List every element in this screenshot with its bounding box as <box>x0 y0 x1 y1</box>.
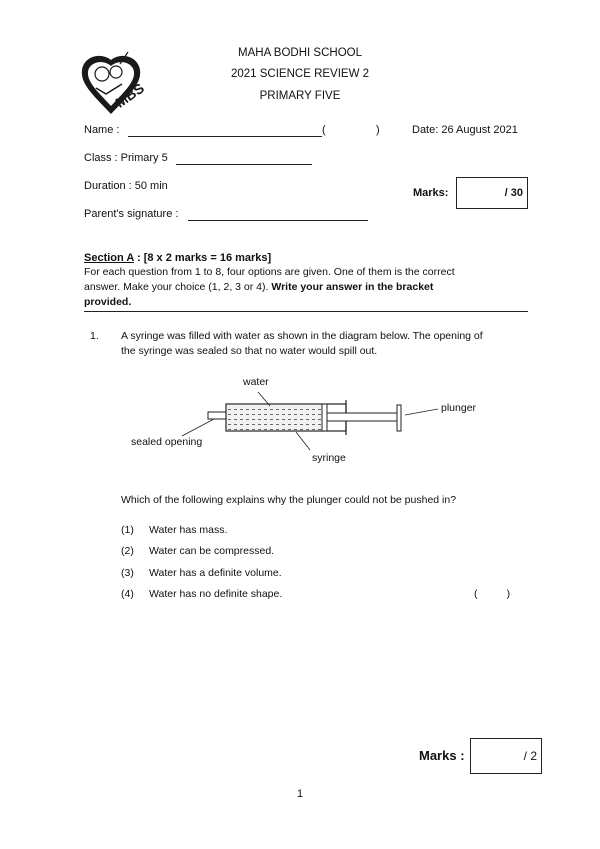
marks-question-value: / 2 <box>523 749 537 763</box>
option-2-text: Water can be compressed. <box>149 545 275 557</box>
sealed-tip <box>208 412 226 419</box>
section-instructions-text: answer. Make your choice (1, 2, 3 or 4). <box>84 281 269 293</box>
marks-total-label: Marks: <box>413 187 449 199</box>
school-name: MAHA BODHI SCHOOL <box>238 47 362 59</box>
syringe-diagram-svg <box>120 372 500 472</box>
label-water: water <box>243 376 269 388</box>
plunger-end <box>397 405 401 431</box>
section-title <box>84 252 271 264</box>
answer-bracket[interactable]: ( ) <box>474 588 511 600</box>
name-paren-close: ) <box>376 124 380 136</box>
option-4-text: Water has no definite shape. <box>149 588 283 600</box>
section-instructions-bold2: provided. <box>84 296 132 308</box>
section-title-marks: : [8 x 2 marks = 16 marks] <box>136 252 272 264</box>
question-text-line2: the syringe was sealed so that no water would spill out. <box>121 345 378 357</box>
option-4-number: (4) <box>121 588 134 600</box>
logo-text: MBS <box>112 79 146 111</box>
marks-total-box[interactable] <box>456 177 528 209</box>
page-number: 1 <box>296 788 304 800</box>
parent-signature-field[interactable] <box>188 220 368 221</box>
option-1-number: (1) <box>121 524 134 536</box>
parent-signature-label: Parent's signature : <box>84 208 179 220</box>
option-3-text: Water has a definite volume. <box>149 567 282 579</box>
exam-title: 2021 SCIENCE REVIEW 2 <box>230 68 370 80</box>
section-instructions-bold: Write your answer in the bracket <box>271 281 434 293</box>
water-fill <box>227 405 323 430</box>
option-2-number: (2) <box>121 545 134 557</box>
class-label: Class : Primary 5 <box>84 152 168 164</box>
label-plunger: plunger <box>441 402 477 414</box>
section-title-name: Section A <box>84 252 134 264</box>
mbs-crest-icon <box>76 50 146 122</box>
duration-label: Duration : 50 min <box>84 180 168 192</box>
name-field[interactable] <box>128 136 322 137</box>
question-prompt: Which of the following explains why the plunger could not be pushed in? <box>121 494 457 506</box>
option-1-text: Water has mass. <box>149 524 228 536</box>
question-text-line1: A syringe was filled with water as shown in the diagram below. The opening of <box>121 330 483 342</box>
section-instructions-line2 <box>84 281 433 293</box>
exam-date: Date: 26 August 2021 <box>412 124 518 136</box>
label-sealed-opening: sealed opening <box>131 436 203 448</box>
question-number: 1. <box>90 330 99 342</box>
section-instructions-line1: For each question from 1 to 8, four options are given. One of them is the correct <box>84 266 455 278</box>
name-paren-open: ( <box>322 124 326 136</box>
level-title: PRIMARY FIVE <box>259 90 341 102</box>
marks-total-value: / 30 <box>504 187 523 199</box>
label-syringe: syringe <box>312 452 346 464</box>
marks-question-box[interactable] <box>470 738 542 774</box>
class-field[interactable] <box>176 164 312 165</box>
school-logo <box>76 50 146 122</box>
plunger-rod <box>327 413 397 421</box>
option-3-number: (3) <box>121 567 134 579</box>
marks-question-label: Marks : <box>419 748 465 763</box>
name-label: Name : <box>84 124 120 136</box>
syringe-diagram <box>120 372 500 472</box>
plunger-head <box>322 404 327 431</box>
section-divider <box>84 311 528 312</box>
